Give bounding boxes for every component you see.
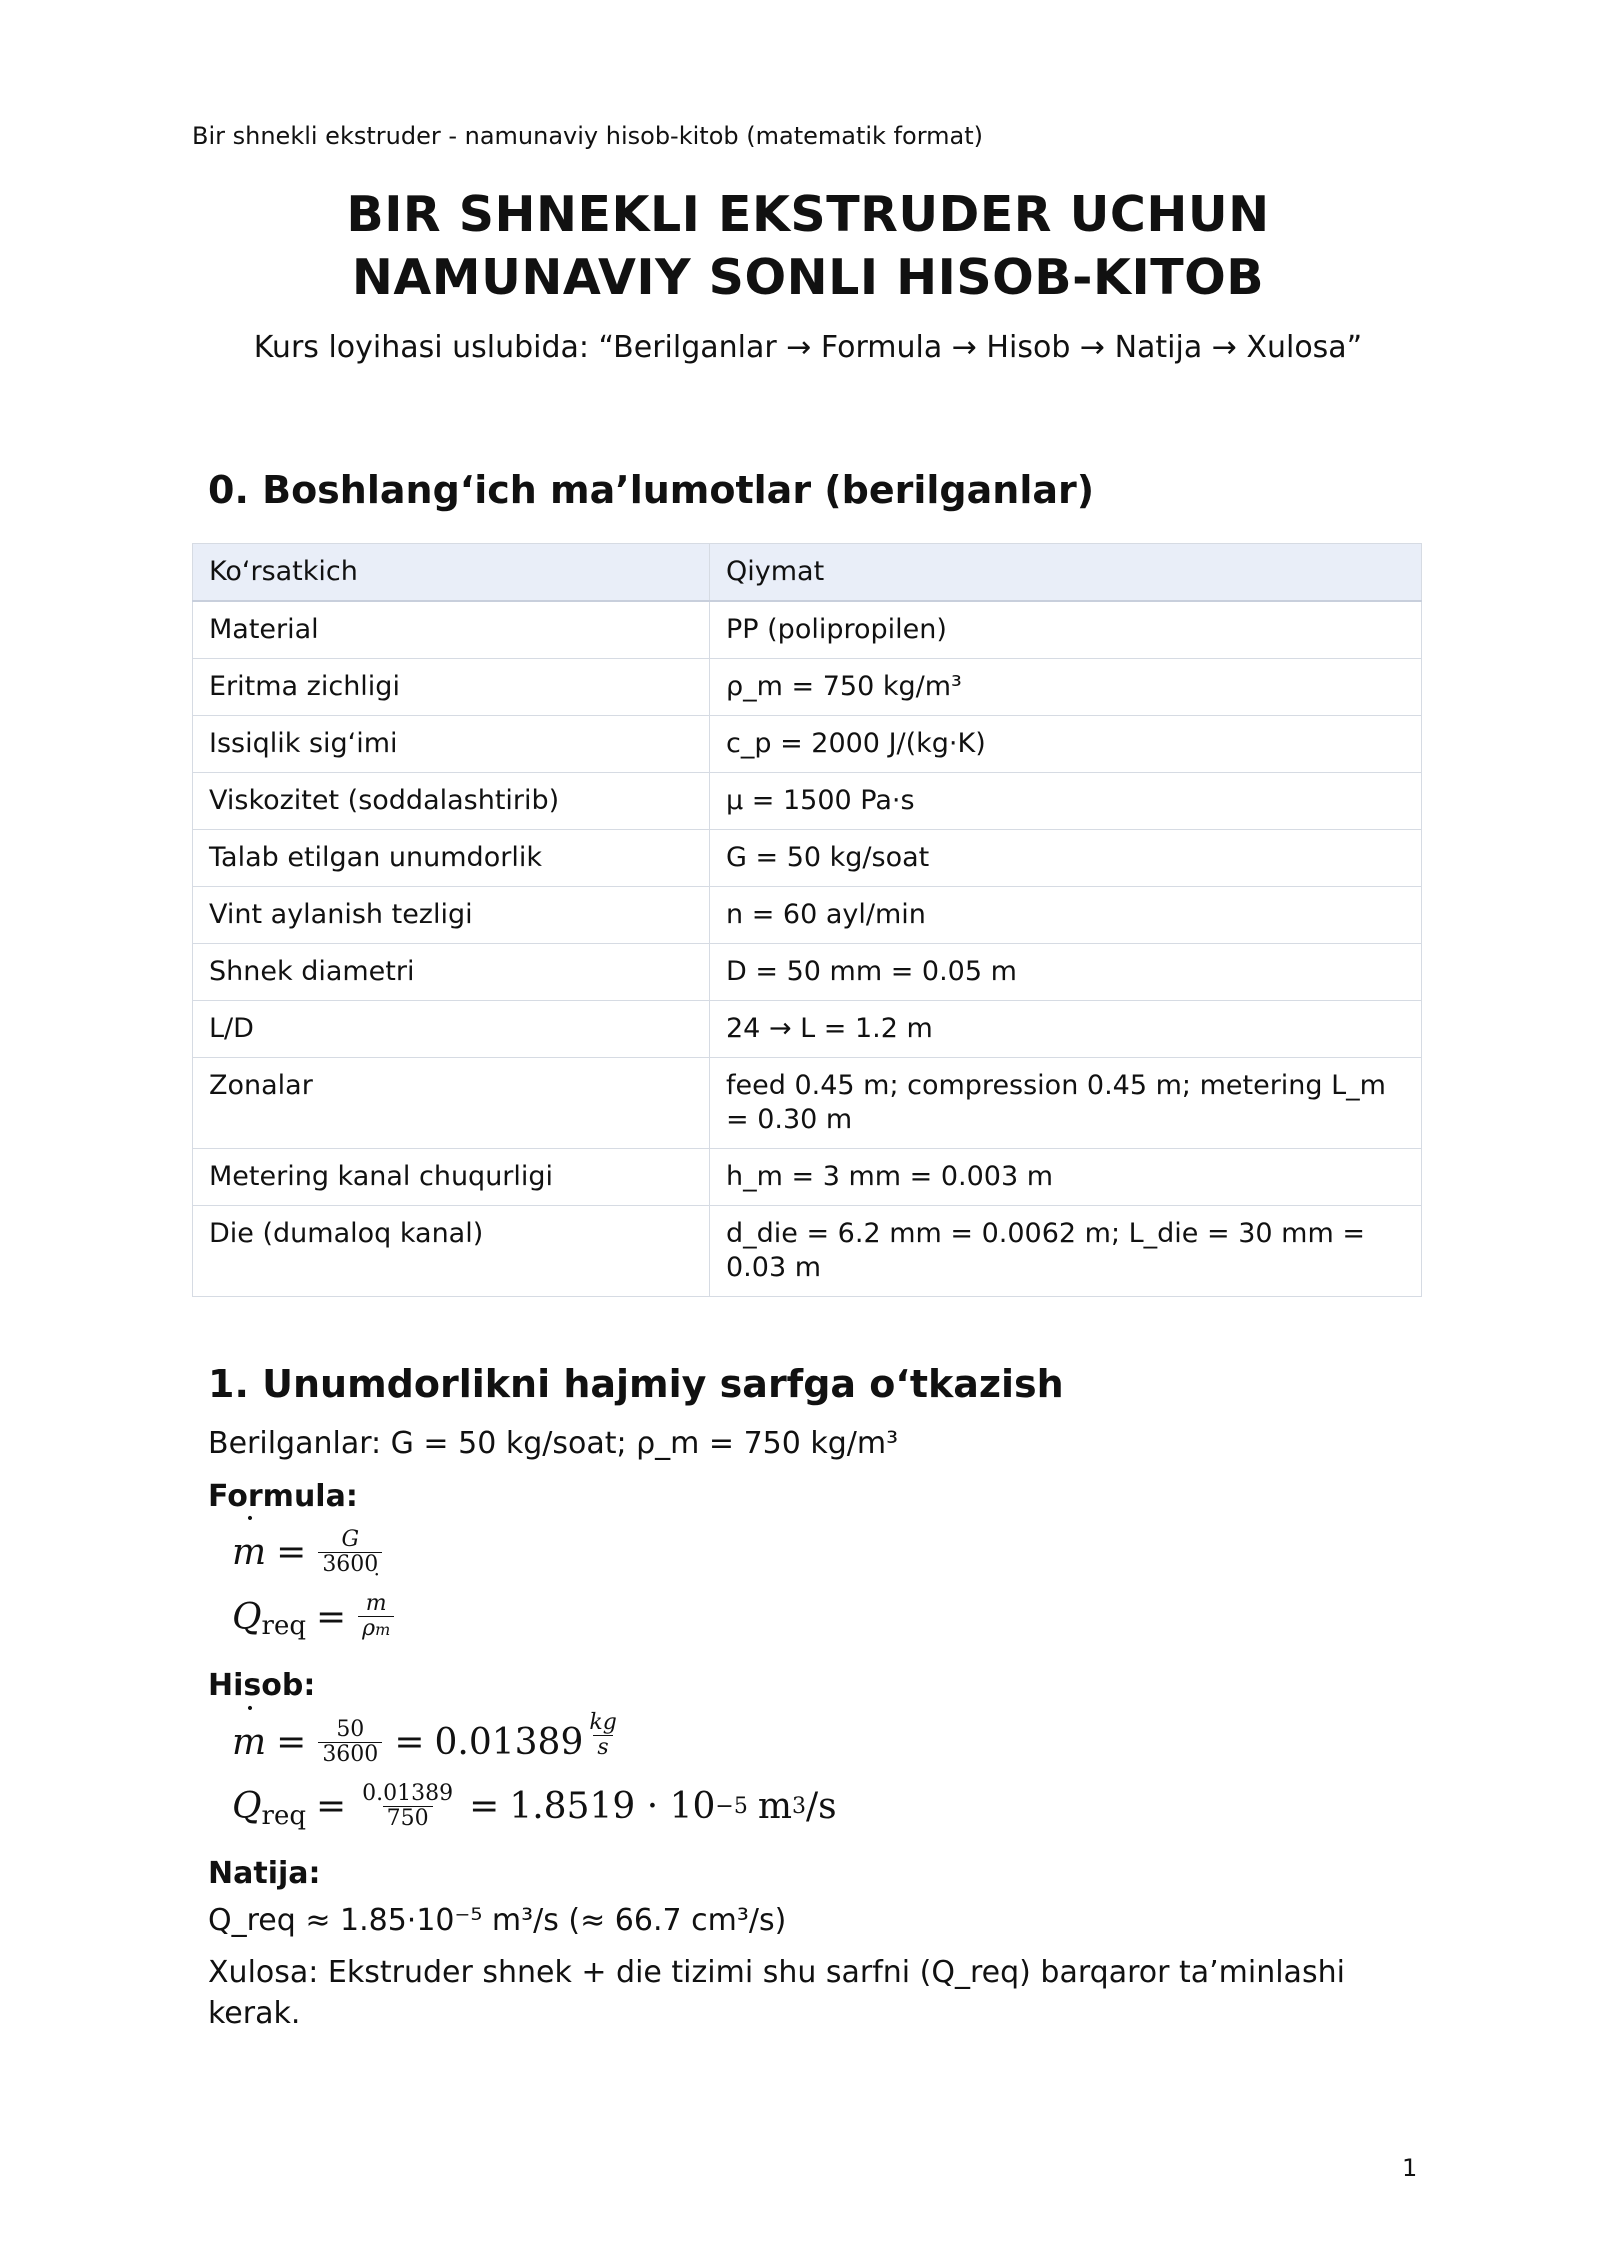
indicator-cell: Metering kanal chuqurligi [193,1149,710,1206]
conclusion-line-2: kerak. [208,1996,301,2031]
table-row [193,1058,1422,1149]
formula-volume-flow [232,1592,396,1642]
running-header: Bir shnekli ekstruder - namunaviy hisob-kitob (matematik format) [192,122,983,150]
value-cell: d_die = 6.2 mm = 0.0062 m; L_die = 30 mm = 0.03 m [710,1206,1422,1297]
fraction [318,1528,382,1577]
rho-subscript: m [375,1620,391,1639]
indicator-cell: Die (dumaloq kanal) [193,1206,710,1297]
fraction [318,1718,382,1767]
table-row [193,1206,1422,1297]
page-number: 1 [1402,2154,1418,2182]
equals-sign: = [469,1786,500,1827]
indicator-cell: Shnek diametri [193,944,710,1001]
table-row [193,830,1422,887]
title-line-2: NAMUNAVIY SONLI HISOB-KITOB [351,249,1265,306]
value-cell: 24 → L = 1.2 m [710,1001,1422,1058]
equals-sign: = [276,1532,307,1573]
fraction-numerator: 50 [336,1717,365,1742]
table-row [193,601,1422,659]
indicator-cell: Eritma zichligi [193,659,710,716]
fraction [358,1592,394,1642]
fraction-denominator: 750 [383,1806,433,1831]
equals-sign: = [276,1722,307,1763]
section-0-heading: 0. Boshlang‘ich ma’lumotlar (berilganlar) [208,468,1095,512]
unit-exponent: 3 [792,1794,806,1819]
title-line-1: BIR SHNEKLI EKSTRUDER UCHUN [346,186,1270,243]
value-cell: h_m = 3 mm = 0.003 m [710,1149,1422,1206]
value-cell: feed 0.45 m; compression 0.45 m; metering L_m = 0.30 m [710,1058,1422,1149]
mdot-symbol: ˙ m [232,1722,266,1763]
value-cell: n = 60 ayl/min [710,887,1422,944]
calc-volume-flow [232,1782,837,1831]
result-label: Natija: [208,1856,321,1891]
section-1-heading: 1. Unumdorlikni hajmiy sarfga o‘tkazish [208,1362,1064,1406]
equals-sign: = [315,1596,347,1638]
formula-label: Formula: [208,1479,358,1514]
unit-fraction [585,1711,620,1760]
value-cell: c_p = 2000 J/(kg·K) [710,716,1422,773]
mdot-symbol: ˙ m [232,1532,266,1573]
equals-sign: = [315,1786,347,1827]
conclusion-line-1: Xulosa: Ekstruder shnek + die tizimi shu sarfni (Q_req) barqaror ta’minlashi [208,1955,1345,1990]
q-subscript: req [261,1800,306,1831]
fraction [358,1782,457,1831]
indicator-cell: Material [193,601,710,659]
result-text: Q_req ≈ 1.85·10⁻⁵ m³/s (≈ 66.7 cm³/s) [208,1903,787,1938]
column-header-value: Qiymat [710,544,1422,602]
fraction-denominator: 3600 [318,1742,382,1767]
table-row [193,887,1422,944]
table-row [193,659,1422,716]
document-title [192,183,1424,309]
indicator-cell: Viskozitet (soddalashtirib) [193,773,710,830]
value-cell: G = 50 kg/soat [710,830,1422,887]
volume-flow-result: 1.8519 · 10 [509,1786,716,1827]
formula-mass-flow [232,1528,384,1577]
fraction-numerator: 0.01389 [362,1781,454,1806]
q-symbol: Q [232,1786,262,1827]
unit-numerator: kg [589,1710,617,1735]
fraction-numerator: G [341,1527,360,1552]
fraction-denominator [358,1616,394,1642]
calc-mass-flow [232,1710,623,1767]
fraction-denominator: 3600 [318,1552,382,1577]
unit-tail: /s [806,1786,837,1827]
fraction-numerator: ˙ m [362,1592,391,1616]
table-row [193,1001,1422,1058]
unit-denominator: s [593,1735,612,1760]
table-row [193,1149,1422,1206]
indicator-cell: L/D [193,1001,710,1058]
indicator-cell: Talab etilgan unumdorlik [193,830,710,887]
value-cell: μ = 1500 Pa·s [710,773,1422,830]
result-exponent: −5 [715,1794,748,1819]
calc-label: Hisob: [208,1668,316,1703]
table-row [193,773,1422,830]
document-subtitle: Kurs loyihasi uslubida: “Berilganlar → Formula → Hisob → Natija → Xulosa” [253,330,1363,365]
q-symbol: Q [232,1596,262,1638]
given-data-table [192,543,1422,1297]
equals-sign: = [394,1722,425,1763]
mass-flow-result: 0.01389 [434,1722,584,1763]
value-cell: D = 50 mm = 0.05 m [710,944,1422,1001]
result-unit: m [757,1786,792,1827]
value-cell: ρ_m = 750 kg/m³ [710,659,1422,716]
value-cell: PP (polipropilen) [710,601,1422,659]
given-line: Berilganlar: G = 50 kg/soat; ρ_m = 750 kg/m³ [208,1426,899,1461]
indicator-cell: Vint aylanish tezligi [193,887,710,944]
rho-symbol: ρ [362,1616,376,1641]
column-header-indicator: Ko‘rsatkich [193,544,710,602]
indicator-cell: Zonalar [193,1058,710,1149]
indicator-cell: Issiqlik sig‘imi [193,716,710,773]
q-subscript: req [261,1611,306,1641]
table-row [193,716,1422,773]
table-row [193,944,1422,1001]
table-header-row [193,544,1422,602]
